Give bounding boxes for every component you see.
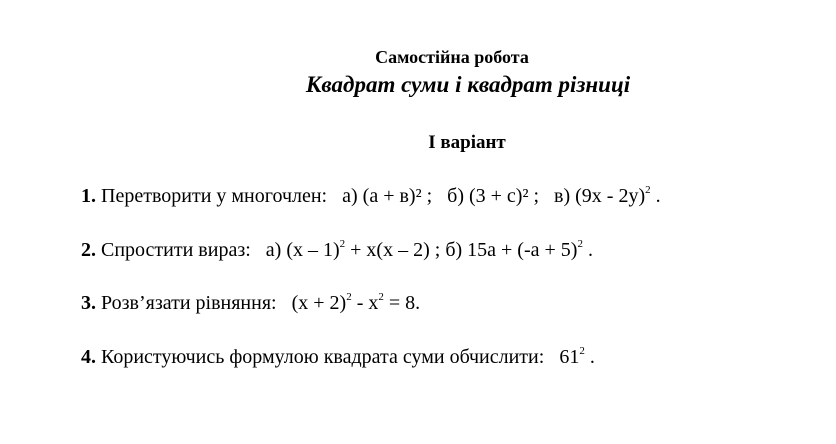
task-part-b: б) (3 + с)² ; xyxy=(447,185,540,207)
task-3 xyxy=(81,290,420,319)
task-end: . xyxy=(589,346,595,368)
task-part-a: а) (а + в)² ; xyxy=(342,185,433,207)
worksheet-title: Квадрат суми і квадрат різниці xyxy=(305,72,631,97)
exponent: 2 xyxy=(346,291,352,303)
task-4 xyxy=(81,344,595,373)
task-part-b: б) 15а + (-а + 5) xyxy=(445,239,578,261)
task-text: Перетворити у многочлен: xyxy=(101,185,328,207)
task-part-a: а) (х – 1) xyxy=(265,239,340,261)
task-end: . xyxy=(655,185,661,207)
task-2 xyxy=(81,237,593,266)
equation-term-1: (х + 2) xyxy=(291,292,347,314)
equation-rest: = 8. xyxy=(388,292,421,314)
exponent: 2 xyxy=(579,345,585,357)
exponent: 2 xyxy=(378,291,384,303)
task-part-a-rest: + х(х – 2) ; xyxy=(350,239,441,261)
task-number: 4. xyxy=(81,346,96,368)
variant-heading: І варіант xyxy=(428,132,506,153)
exponent: 2 xyxy=(339,238,346,250)
task-text: Спростити вираз: xyxy=(101,239,251,261)
exponent: 2 xyxy=(577,238,583,250)
task-number: 2. xyxy=(81,239,96,261)
equation-term-2: - х xyxy=(356,292,379,314)
task-text: Розв’язати рівняння: xyxy=(101,292,277,314)
exponent: 2 xyxy=(645,184,651,196)
task-text: Користуючись формулою квадрата суми обчислити: xyxy=(101,346,545,368)
task-number: 3. xyxy=(81,292,96,314)
task-part-c: в) (9х - 2у) xyxy=(554,185,646,207)
task-end: . xyxy=(587,239,593,261)
task-number: 1. xyxy=(81,185,96,207)
task-1 xyxy=(81,183,661,212)
worksheet-subtitle: Самостійна робота xyxy=(375,47,529,67)
task-number-base: 61 xyxy=(559,346,580,368)
